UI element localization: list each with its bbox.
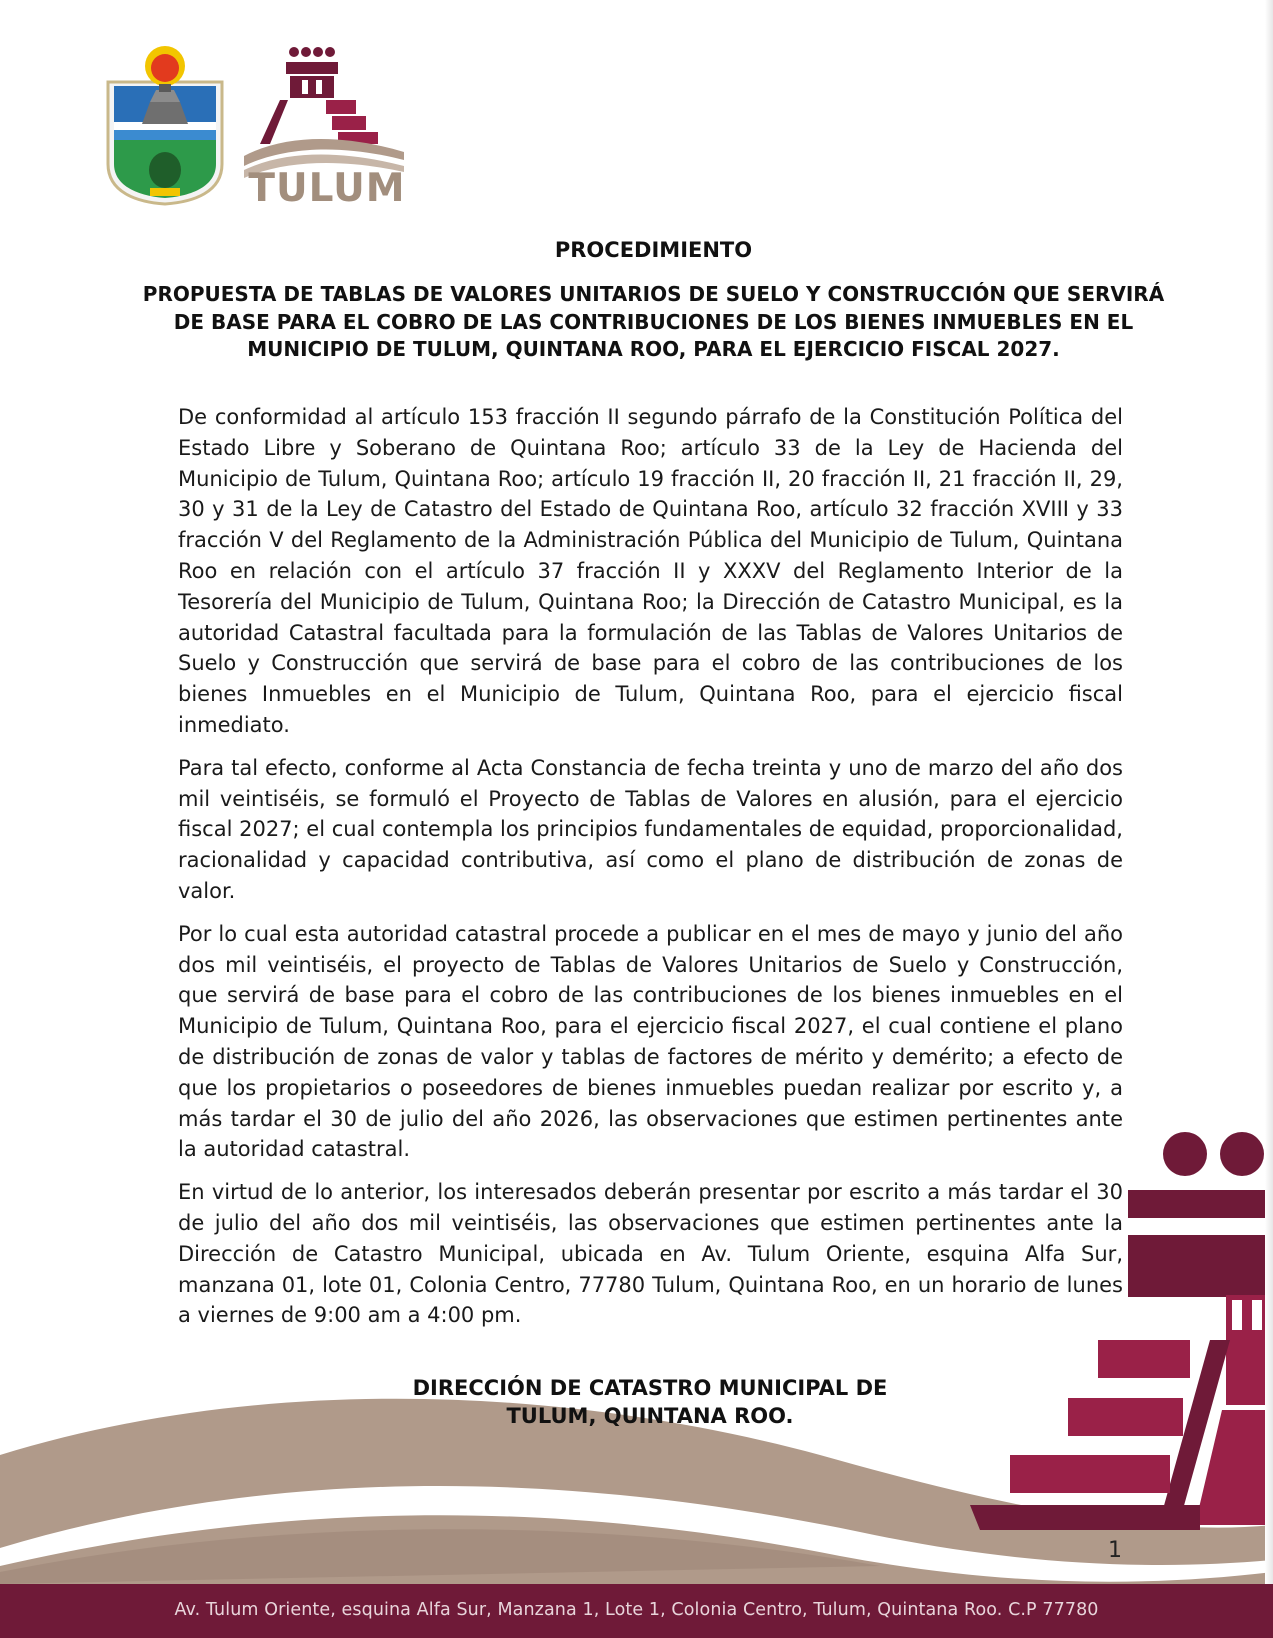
page-number: 1	[1108, 1538, 1122, 1563]
document-subtitle: PROPUESTA DE TABLAS DE VALORES UNITARIOS DE SUELO Y CONSTRUCCIÓN QUE SERVIRÁ DE BASE PARA EL COBRO DE LAS CONTRIBUCIONES DE LOS BIENES INMUEBLES EN EL MUNICIPIO DE TULUM, QUINTANA ROO, PARA EL EJERCICIO FISCAL 2027.	[142, 282, 1165, 361]
municipal-shield-logo	[104, 44, 226, 206]
signature-line-1: DIRECCIÓN DE CATASTRO MUNICIPAL DE	[412, 1376, 888, 1400]
page-edge-shadow	[1265, 0, 1273, 1638]
footer-address: Av. Tulum Oriente, esquina Alfa Sur, Manzana 1, Lote 1, Colonia Centro, Tulum, Quintana Roo. C.P 77780	[174, 1600, 1099, 1620]
signature-line-2: TULUM, QUINTANA ROO.	[506, 1404, 794, 1428]
issuer-signature	[320, 1374, 980, 1430]
paragraph-acta-constancia: Para tal efecto, conforme al Acta Constancia de fecha treinta y uno de marzo del año dos mil veintiséis, se formuló el Proyecto de Tablas de Valores en alusión, para el ejercicio fiscal 2027; el cual contempla los principios fundamentales de equidad, proporcionalidad, racionalidad y capacidad contributiva, así como el plano de distribución de zonas de valor.	[178, 755, 1123, 903]
paragraph-publication: Por lo cual esta autoridad catastral procede a publicar en el mes de mayo y junio del año dos mil veintiséis, el proyecto de Tablas de Valores Unitarios de Suelo y Construcción, que servirá de base para el cobro de las contribuciones de los bienes inmuebles en el Municipio de Tulum, Quintana Roo, para el ejercicio fiscal 2027, el cual contiene el plano de distribución de zonas de valor y tablas de factores de mérito y demérito; a efecto de que los propietarios o poseedores de bienes inmuebles puedan realizar por escrito y, a más tardar el 30 de julio del año 2026, las observaciones que estimen pertinentes ante la autoridad catastral.	[178, 921, 1123, 1162]
tulum-logo-text: TULUM	[248, 166, 406, 211]
document-title: PROCEDIMIENTO	[554, 238, 753, 262]
document-body	[178, 402, 1123, 1343]
paragraph-legal-basis: De conformidad al artículo 153 fracción II segundo párrafo de la Constitución Política del Estado Libre y Soberano de Quintana Roo; artículo 33 de la Ley de Hacienda del Municipio de Tulum, Quintana Roo; artículo 19 fracción II, 20 fracción II, 21 fracción II, 29, 30 y 31 de la Ley de Catastro del Estado de Quintana Roo, artículo 32 fracción XVIII y 33 fracción V del Reglamento de la Administración Pública del Municipio de Tulum, Quintana Roo en relación con el artículo 37 fracción II y XXXV del Reglamento Interior de la Tesorería del Municipio de Tulum, Quintana Roo; la Dirección de Catastro Municipal, es la autoridad Catastral facultada para la formulación de las Tablas de Valores Unitarios de Suelo y Construcción que servirá de base para el cobro de las contribuciones de los bienes Inmuebles en el Municipio de Tulum, Quintana Roo, para el ejercicio fiscal inmediato.	[178, 405, 1123, 737]
paragraph-observations: En virtud de lo anterior, los interesados deberán presentar por escrito a más tardar el 30 de julio del año dos mil veintiséis, las observaciones que estimen pertinentes ante la Dirección de Catastro Municipal, ubicada en Av. Tulum Oriente, esquina Alfa Sur, manzana 01, lote 01, Colonia Centro, 77780 Tulum, Quintana Roo, en un horario de lunes a viernes de 9:00 am a 4:00 pm.	[178, 1180, 1123, 1328]
